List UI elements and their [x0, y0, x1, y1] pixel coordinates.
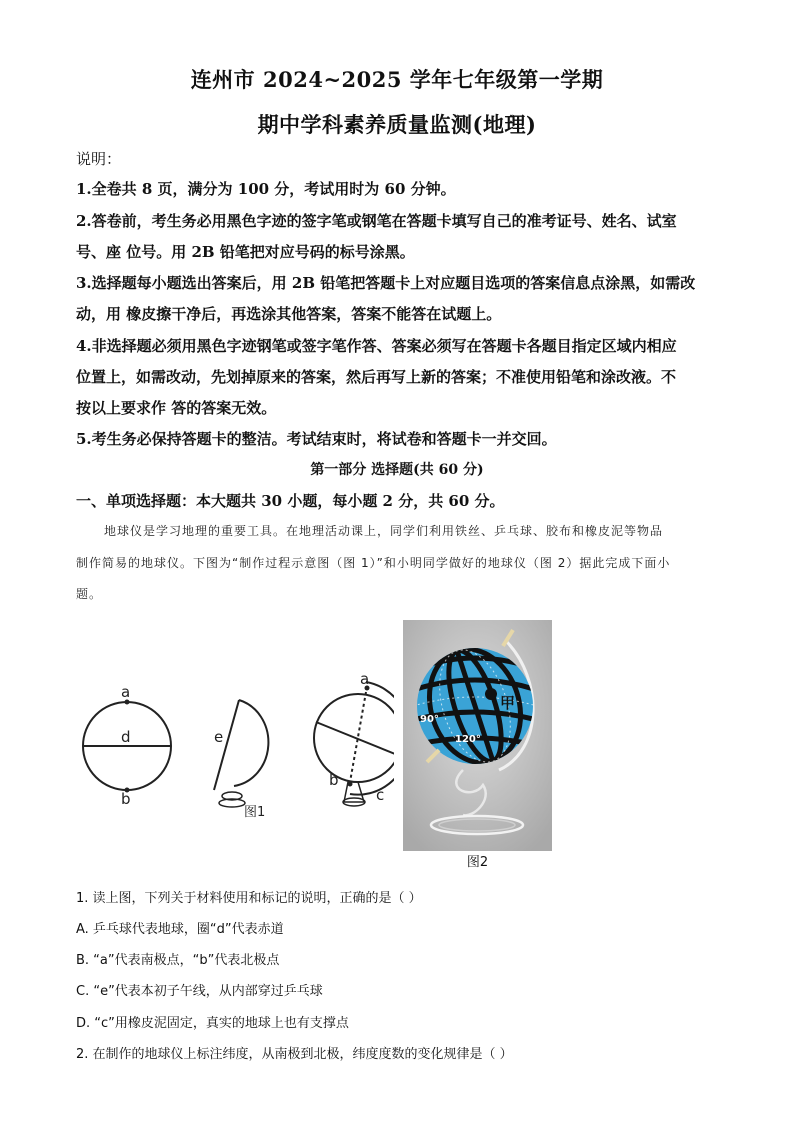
instruction-line: 4.非选择题必须用黑色字迹钢笔或签字笔作答、答案必须写在答题卡各题目指定区域内相应 — [76, 337, 677, 355]
exam-title-line2: 期中学科素养质量监测(地理) — [257, 112, 537, 137]
label-90: 90° — [420, 714, 439, 725]
label-120: 120° — [455, 734, 481, 745]
exam-title-line1: 连州市 2024~2025 学年七年级第一学期 — [190, 67, 604, 92]
passage-line: 地球仪是学习地理的重要工具。在地理活动课上，同学们利用铁丝、乒乓球、胶布和橡皮泥等物品 — [104, 524, 664, 538]
wire-meridian-arc — [234, 700, 268, 786]
label-a: a — [121, 683, 131, 701]
passage-line: 题。 — [76, 587, 103, 601]
label-b-assembled: b — [329, 771, 339, 789]
passage-line: 制作简易的地球仪。下图为“制作过程示意图（图 1）”和小明同学做好的地球仪（图 2）据此完成下面小 — [76, 556, 671, 570]
label-c: c — [376, 786, 385, 804]
question-1-stem: 1. 读上图，下列关于材料使用和标记的说明，正确的是（ ） — [76, 891, 422, 906]
label-b: b — [121, 790, 131, 808]
question-1-option-c: C. “e”代表本初子午线，从内部穿过乒乓球 — [76, 984, 323, 999]
point-jia-dot — [485, 688, 497, 700]
question-1-option-d: D. “c”用橡皮泥固定，真实的地球上也有支撑点 — [76, 1016, 349, 1031]
figure-2-globe-photo — [403, 620, 552, 851]
question-1-option-a: A. 乒乓球代表地球，圈“d”代表赤道 — [76, 922, 284, 937]
question-1-option-b: B. “a”代表南极点，“b”代表北极点 — [76, 953, 280, 968]
section-part-title: 第一部分 选择题(共 60 分) — [310, 462, 484, 478]
label-a-assembled: a — [360, 670, 370, 688]
figure-1-diagram — [74, 670, 394, 830]
label-d: d — [121, 728, 131, 746]
instruction-line: 2.答卷前，考生务必用黑色字迹的签字笔或钢笔在答题卡填写自己的准考证号、姓名、试室 — [76, 212, 677, 230]
instruction-line: 动，用 橡皮擦干净后，再选涂其他答案，答案不能答在试题上。 — [76, 305, 502, 323]
label-e: e — [214, 728, 224, 746]
figure-1-caption: 图1 — [244, 805, 266, 820]
question-2-stem: 2. 在制作的地球仪上标注纬度，从南极到北极，纬度度数的变化规律是（ ） — [76, 1047, 513, 1062]
instruction-line: 1.全卷共 8 页，满分为 100 分，考试用时为 60 分钟。 — [76, 180, 456, 198]
instruction-line: 位置上，如需改动，先划掉原来的答案，然后再写上新的答案；不准使用铅笔和涂改液。不 — [76, 368, 677, 386]
section-heading: 一、单项选择题：本大题共 30 小题，每小题 2 分，共 60 分。 — [76, 492, 505, 510]
instruction-line: 3.选择题每小题选出答案后，用 2B 铅笔把答题卡上对应题目选项的答案信息点涂黑，如需改 — [76, 274, 696, 292]
instruction-line: 5.考生务必保持答题卡的整洁。考试结束时，将试卷和答题卡一并交回。 — [76, 430, 557, 448]
figure-2-caption: 图2 — [466, 855, 489, 870]
instruction-line: 号、座 位号。用 2B 铅笔把对应号码的标号涂黑。 — [76, 243, 415, 261]
label-jia: 甲 — [500, 694, 516, 712]
instruction-line: 按以上要求作 答的答案无效。 — [76, 399, 277, 417]
instructions-heading: 说明： — [76, 150, 122, 168]
